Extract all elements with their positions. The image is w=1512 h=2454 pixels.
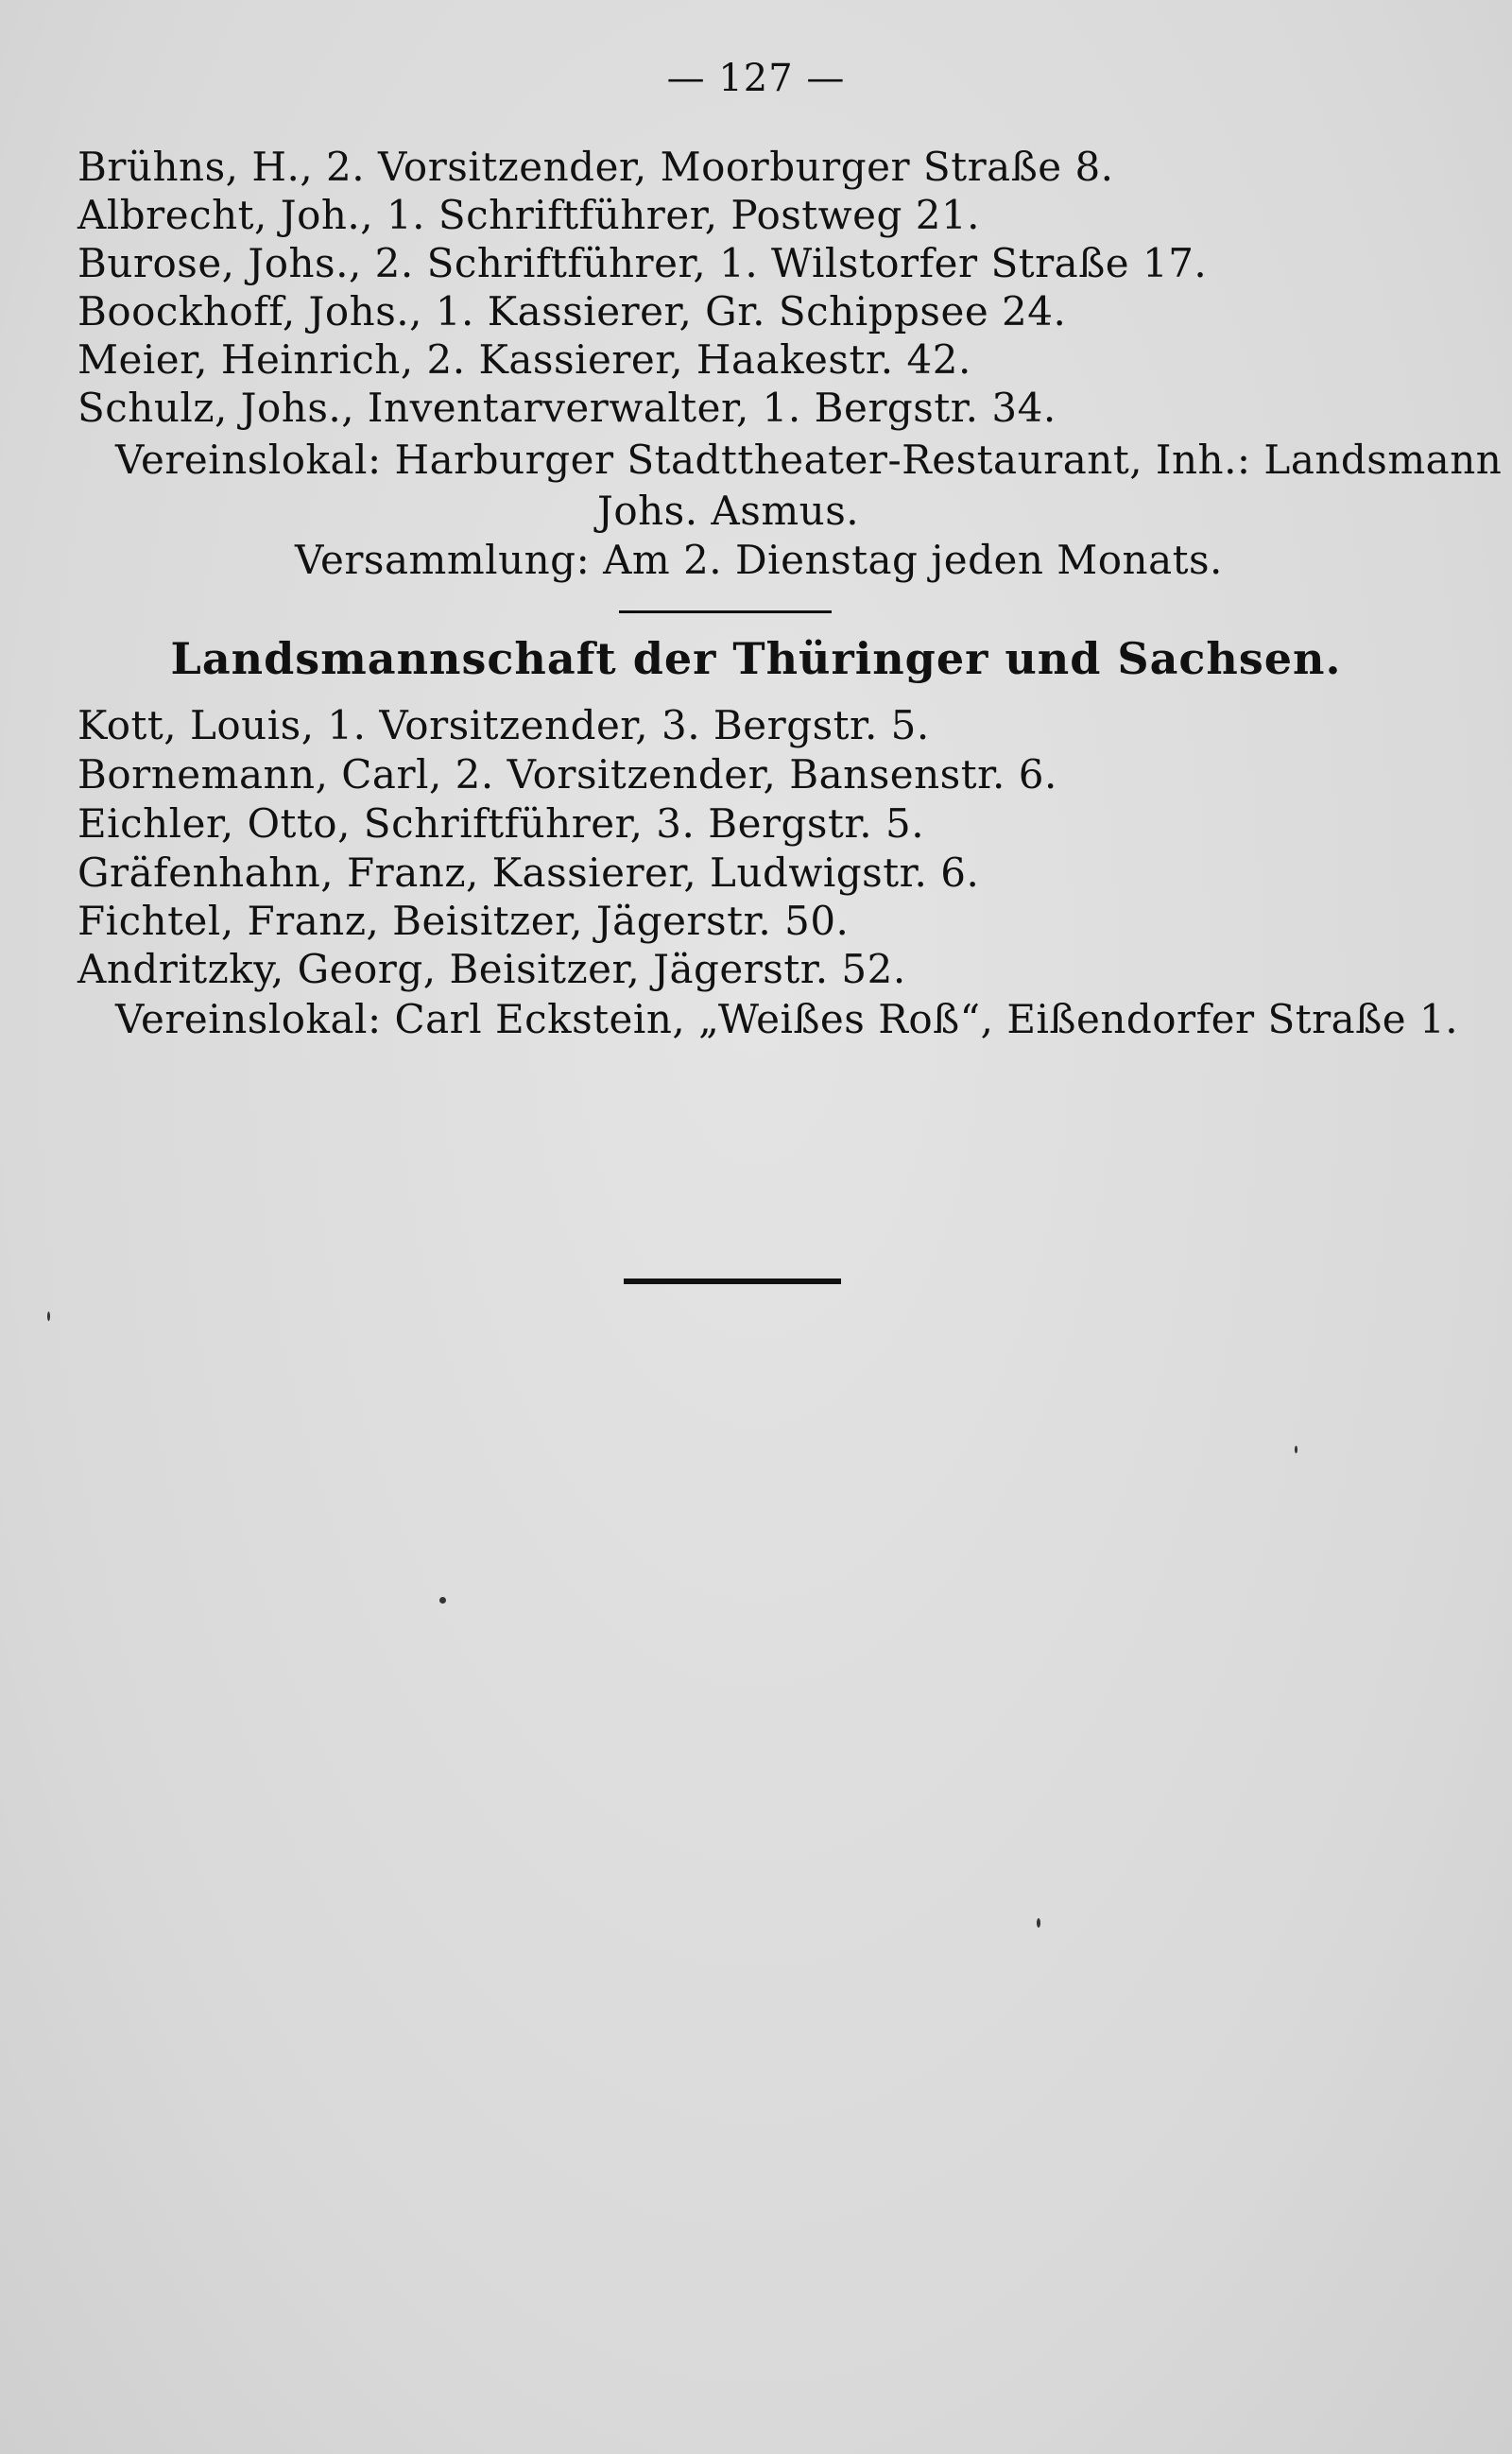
- member-line: Meier, Heinrich, 2. Kassierer, Haakestr. 42.: [77, 336, 971, 383]
- vereinslokal-continuation: Johs. Asmus.: [597, 488, 860, 534]
- section-divider: [619, 610, 832, 613]
- member-line: Brühns, H., 2. Vorsitzender, Moorburger Straße 8.: [77, 144, 1114, 190]
- vereinslokal-line: Vereinslokal: Carl Eckstein, „Weißes Roß“, Eißendorfer Straße 1.: [115, 996, 1459, 1042]
- section-heading: Landsmannschaft der Thüringer und Sachsen.: [170, 633, 1342, 684]
- member-line: Bornemann, Carl, 2. Vorsitzender, Bansenstr. 6.: [77, 751, 1057, 798]
- page-number: — 127 —: [666, 57, 846, 100]
- vereinslokal-line: Vereinslokal: Harburger Stadttheater-Restaurant, Inh.: Landsmann: [115, 437, 1503, 483]
- scan-speck: [1295, 1446, 1297, 1453]
- versammlung-line: Versammlung: Am 2. Dienstag jeden Monats.: [295, 537, 1223, 583]
- scan-speck: [1037, 1918, 1040, 1928]
- end-rule: [624, 1278, 841, 1284]
- member-line: Burose, Johs., 2. Schriftführer, 1. Wilstorfer Straße 17.: [77, 240, 1208, 286]
- member-line: Fichtel, Franz, Beisitzer, Jägerstr. 50.: [77, 898, 850, 944]
- member-line: Gräfenhahn, Franz, Kassierer, Ludwigstr. 6.: [77, 849, 980, 896]
- scan-speck: [439, 1597, 446, 1604]
- member-line: Kott, Louis, 1. Vorsitzender, 3. Bergstr. 5.: [77, 702, 930, 748]
- member-line: Eichler, Otto, Schriftführer, 3. Bergstr. 5.: [77, 800, 925, 847]
- member-line: Boockhoff, Johs., 1. Kassierer, Gr. Schippsee 24.: [77, 288, 1067, 335]
- member-line: Schulz, Johs., Inventarverwalter, 1. Bergstr. 34.: [77, 385, 1057, 431]
- member-line: Andritzky, Georg, Beisitzer, Jägerstr. 52.: [77, 946, 906, 992]
- member-line: Albrecht, Joh., 1. Schriftführer, Postweg 21.: [77, 192, 981, 238]
- scan-speck: [47, 1312, 50, 1321]
